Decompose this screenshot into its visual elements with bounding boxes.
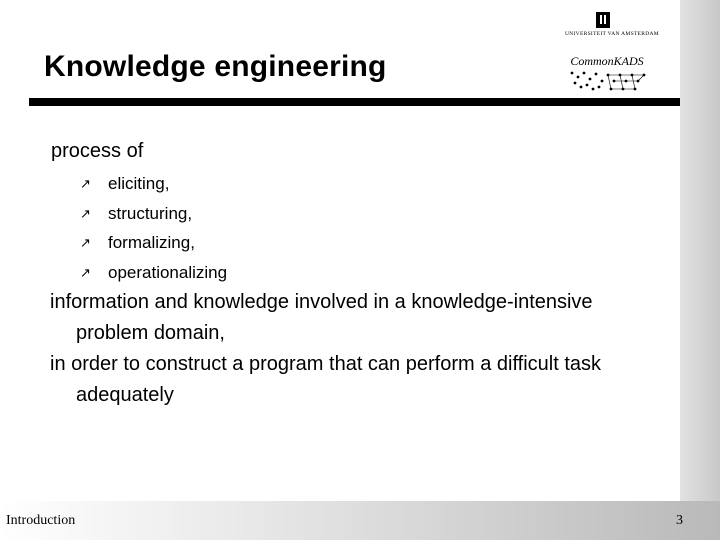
bullet-list bbox=[80, 173, 227, 291]
page-number: 3 bbox=[676, 513, 683, 528]
body-paragraph: in order to construct a program that can perform a difficult task adequately bbox=[50, 353, 601, 406]
slide-title: Knowledge engineering bbox=[44, 50, 387, 83]
university-crest-icon bbox=[596, 12, 610, 28]
university-name: UNIVERSITEIT VAN AMSTERDAM bbox=[565, 31, 659, 37]
footer-bar bbox=[0, 501, 720, 540]
bullet-text: eliciting, bbox=[108, 174, 170, 193]
lead-text: process of bbox=[51, 140, 144, 162]
list-item bbox=[80, 173, 227, 203]
bullet-text: operationalizing bbox=[108, 262, 228, 282]
side-bar bbox=[680, 0, 720, 540]
list-item bbox=[80, 232, 227, 262]
university-logo bbox=[560, 12, 664, 40]
bullet-text: formalizing, bbox=[108, 233, 195, 252]
arrow-bullet-icon: ↗ bbox=[80, 205, 91, 221]
arrow-bullet-icon: ↗ bbox=[80, 235, 91, 250]
commonkads-network-icon bbox=[566, 69, 648, 93]
bullet-text: structuring, bbox=[108, 203, 193, 223]
body-paragraph: information and knowledge involved in a knowledge-intensive problem domain, bbox=[50, 291, 593, 344]
commonkads-logo bbox=[566, 54, 648, 94]
footer-section-label: Introduction bbox=[6, 513, 76, 528]
commonkads-name: CommonKADS bbox=[570, 54, 644, 68]
title-underline bbox=[29, 98, 680, 106]
list-item bbox=[80, 203, 227, 233]
arrow-bullet-icon: ↗ bbox=[80, 176, 91, 191]
arrow-bullet-icon: ↗ bbox=[80, 264, 91, 280]
